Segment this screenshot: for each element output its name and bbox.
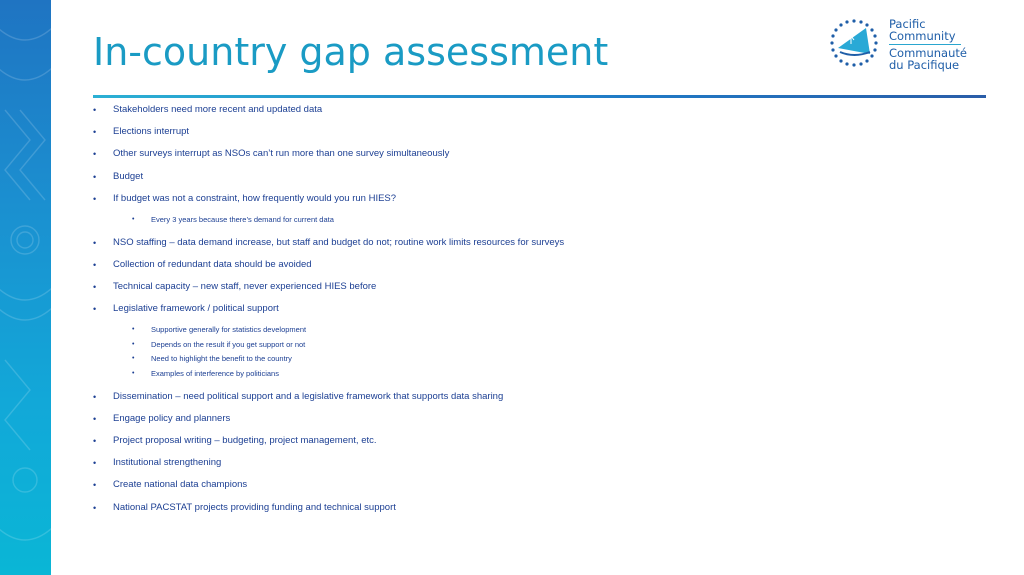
side-decorative-band xyxy=(0,0,51,575)
sub-list-spacer xyxy=(93,230,564,237)
sub-bullet-marker-icon: • xyxy=(132,340,135,348)
bullet-marker-icon: • xyxy=(93,237,97,248)
bullet-marker-icon: • xyxy=(93,391,97,402)
bullet-list xyxy=(93,104,564,524)
bullet-text: Technical capacity – new staff, never experienced HIES before xyxy=(113,280,377,292)
bullet-text: Budget xyxy=(113,170,144,182)
bullet-item xyxy=(93,303,564,325)
bullet-item xyxy=(93,126,564,148)
bullet-text: If budget was not a constraint, how frequently would you run HIES? xyxy=(113,192,397,204)
bullet-item xyxy=(93,413,564,435)
bullet-item xyxy=(93,502,564,524)
sub-bullet-text: Depends on the result if you get support or not xyxy=(151,339,306,349)
bullet-text: Stakeholders need more recent and updated data xyxy=(113,104,323,115)
bullet-item xyxy=(93,171,564,193)
bullet-marker-icon: • xyxy=(93,502,97,513)
bullet-marker-icon: • xyxy=(93,105,97,115)
sub-bullet-item xyxy=(93,215,564,230)
bullet-text: Other surveys interrupt as NSOs can’t run more than one survey simultaneously xyxy=(113,148,450,160)
title-underline xyxy=(93,95,986,98)
logo-french-line-2: du Pacifique xyxy=(889,58,960,73)
sub-bullet-text: Supportive generally for statistics development xyxy=(151,325,307,335)
sub-list-spacer xyxy=(93,384,564,391)
sub-bullet-marker-icon: • xyxy=(132,215,135,223)
bullet-text: Collection of redundant data should be avoided xyxy=(113,258,312,270)
sub-bullet-item xyxy=(93,340,564,355)
bullet-text: Legislative framework / political support xyxy=(113,303,279,315)
bullet-text: NSO staffing – data demand increase, but staff and budget do not; routine work limits resources for surveys xyxy=(113,236,565,248)
bullet-text: Project proposal writing – budgeting, project management, etc. xyxy=(113,435,377,447)
bullet-marker-icon: • xyxy=(93,149,97,160)
sub-bullet-item xyxy=(93,325,564,340)
bullet-marker-icon: • xyxy=(93,281,97,292)
tapa-pattern-decoration xyxy=(0,0,51,575)
bullet-item xyxy=(93,193,564,215)
sub-bullet-text: Need to highlight the benefit to the country xyxy=(151,354,292,364)
bullet-item xyxy=(93,457,564,479)
bullet-text: Create national data champions xyxy=(113,479,248,491)
sub-bullet-text: Examples of interference by politicians xyxy=(151,369,279,379)
bullet-marker-icon: • xyxy=(93,193,97,204)
bullet-text: Dissemination – need political support and a legislative framework that supports data sharing xyxy=(113,390,504,402)
bullet-marker-icon: • xyxy=(93,480,97,491)
bullet-marker-icon: • xyxy=(93,304,97,315)
bullet-text: National PACSTAT projects providing funding and technical support xyxy=(113,501,396,513)
sub-bullet-marker-icon: • xyxy=(132,326,135,334)
bullet-marker-icon: • xyxy=(93,436,97,447)
bullet-marker-icon: • xyxy=(93,259,97,270)
bullet-item xyxy=(93,391,564,413)
logo-english-line-2: Community xyxy=(889,29,956,44)
bullet-item xyxy=(93,281,564,303)
sub-bullet-item xyxy=(93,369,564,384)
sub-bullet-text: Every 3 years because there’s demand for current data xyxy=(151,214,334,224)
bullet-item xyxy=(93,479,564,501)
bullet-text: Institutional strengthening xyxy=(113,457,222,469)
slide-title: In-country gap assessment xyxy=(93,30,609,74)
sub-bullet-marker-icon: • xyxy=(132,355,135,363)
logo-divider xyxy=(889,44,961,45)
logo-name-english xyxy=(889,18,956,42)
logo-french-line-1: Communauté xyxy=(889,46,967,60)
bullet-marker-icon: • xyxy=(93,127,97,138)
bullet-text: Elections interrupt xyxy=(113,126,190,138)
bullet-item xyxy=(93,435,564,457)
bullet-item xyxy=(93,104,564,126)
bullet-marker-icon: • xyxy=(93,413,97,424)
sub-bullet-item xyxy=(93,354,564,369)
bullet-text: Engage policy and planners xyxy=(113,412,231,424)
bullet-item xyxy=(93,237,564,259)
sub-bullet-marker-icon: • xyxy=(132,370,135,378)
bullet-item xyxy=(93,148,564,170)
logo-english-line-1: Pacific xyxy=(889,17,926,31)
bullet-item xyxy=(93,259,564,281)
bullet-marker-icon: • xyxy=(93,171,97,182)
bullet-marker-icon: • xyxy=(93,458,97,469)
logo-name-french xyxy=(889,47,967,71)
